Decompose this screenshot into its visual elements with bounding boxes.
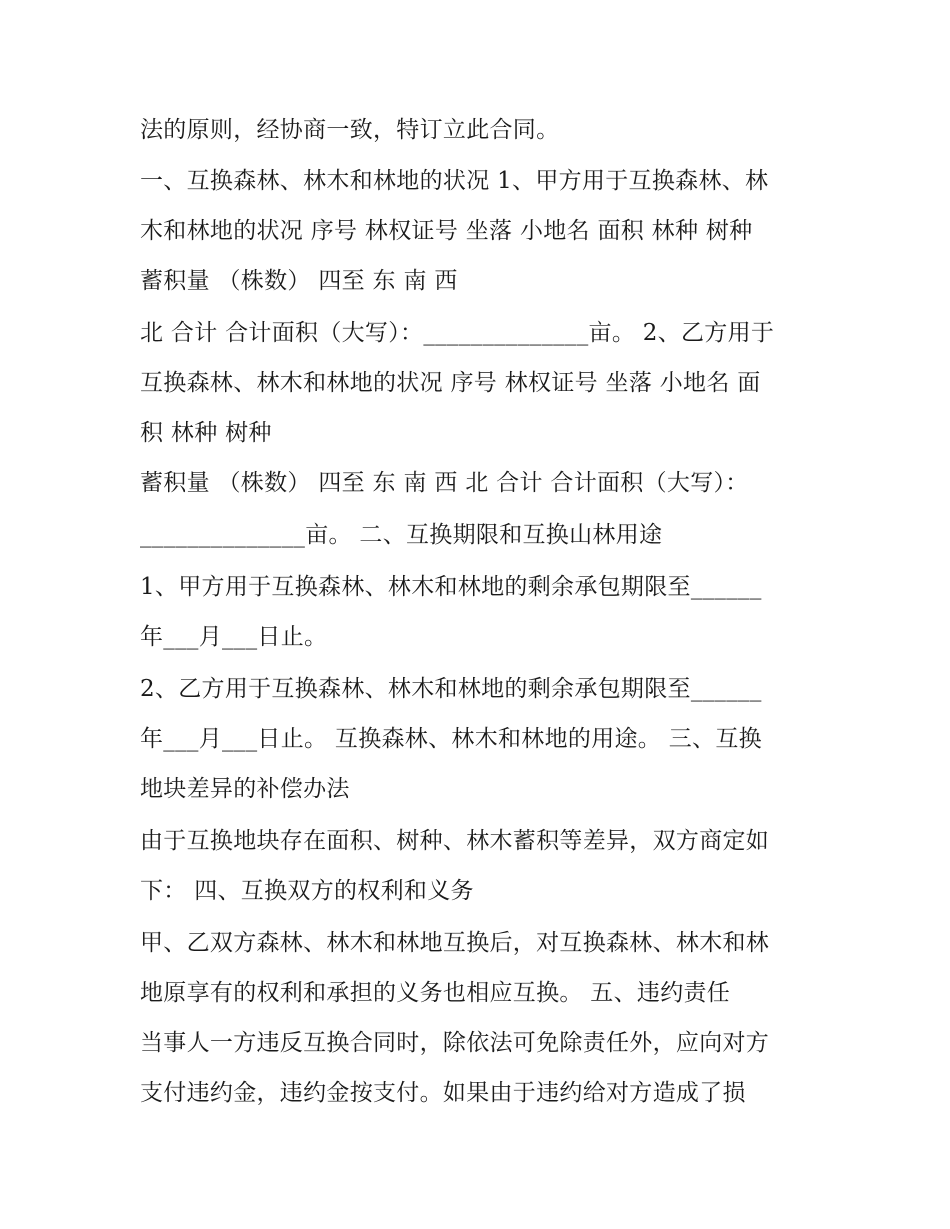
text-line: 一、互换森林、林木和林地的状况 1、甲方用于互换森林、林: [140, 168, 769, 194]
text-line: 地原享有的权利和承担的义务也相应互换。 五、违约责任: [140, 980, 731, 1006]
text-line: 北 合计 合计面积（大写）：______________亩。 2、乙方用于: [140, 320, 775, 346]
text-line: 蓄积量 （株数） 四至 东 南 西: [140, 268, 458, 294]
text-line: 蓄积量 （株数） 四至 东 南 西 北 合计 合计面积（大写）：: [140, 470, 749, 496]
text-line: 积 林种 树种: [140, 420, 272, 446]
text-line: 互换森林、林木和林地的状况 序号 林权证号 坐落 小地名 面: [140, 370, 761, 396]
text-line: 由于互换地块存在面积、树种、林木蓄积等差异，双方商定如: [140, 828, 770, 854]
text-line: 法的原则，经协商一致，特订立此合同。: [140, 117, 560, 143]
text-line: 1、甲方用于互换森林、林木和林地的剩余承包期限至______: [140, 574, 762, 600]
text-line: 2、乙方用于互换森林、林木和林地的剩余承包期限至______: [140, 676, 762, 702]
text-line: 当事人一方违反互换合同时，除依法可免除责任外，应向对方: [140, 1030, 770, 1056]
text-line: 年___月___日止。 互换森林、林木和林地的用途。 三、互换: [140, 726, 762, 752]
text-line: 下： 四、互换双方的权利和义务: [140, 878, 474, 904]
text-line: 甲、乙双方森林、林木和林地互换后，对互换森林、林木和林: [140, 930, 770, 956]
text-line: 支付违约金，违约金按支付。如果由于违约给对方造成了损: [140, 1080, 746, 1106]
text-line: 年___月___日止。: [140, 624, 328, 650]
text-line: 木和林地的状况 序号 林权证号 坐落 小地名 面积 林种 树种: [140, 218, 753, 244]
text-line: ______________亩。 二、互换期限和互换山林用途: [140, 522, 663, 548]
text-line: 地块差异的补偿办法: [140, 776, 350, 802]
